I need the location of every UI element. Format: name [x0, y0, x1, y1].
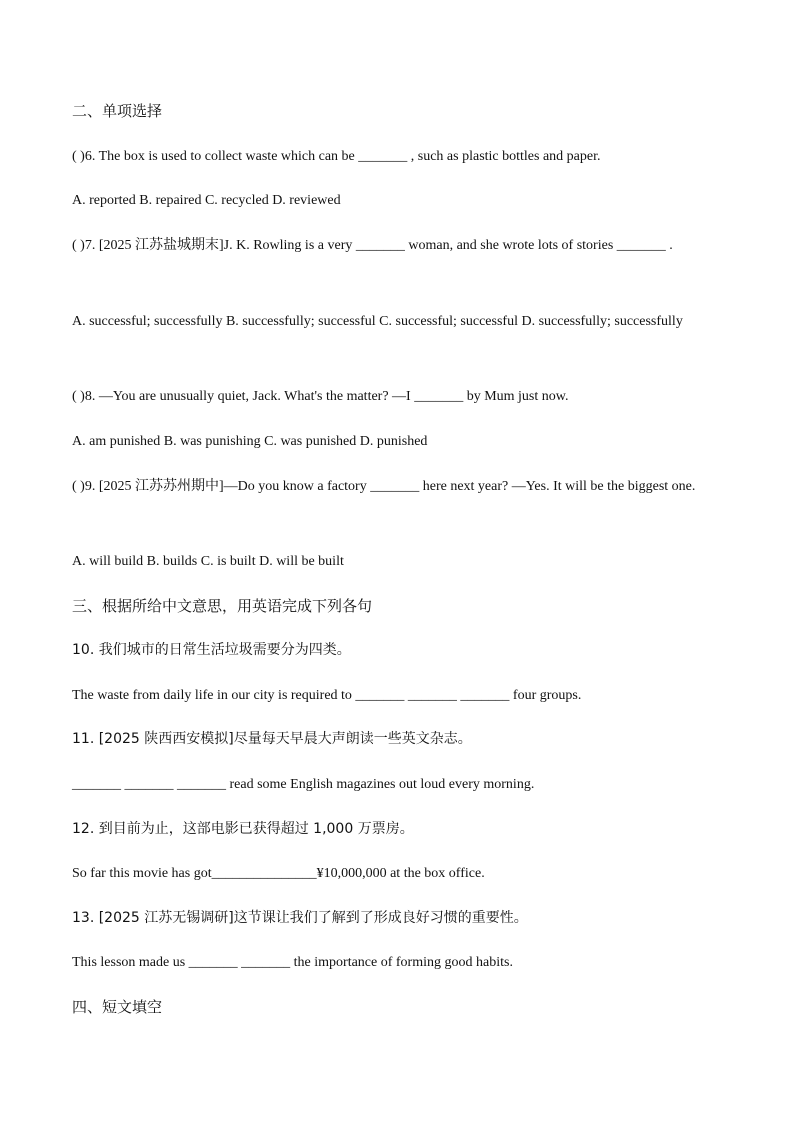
section-heading-translation: 三、根据所给中文意思，用英语完成下列各句: [72, 597, 373, 615]
question-13-english: This lesson made us _______ _______ the importance of forming good habits.: [72, 955, 513, 970]
section-heading-multiple-choice: 二、单项选择: [72, 102, 163, 120]
question-11-chinese: 11. [2025 陕西西安模拟]尽量每天早晨大声朗读一些英文杂志。: [72, 731, 472, 747]
question-12-english: So far this movie has got_______________¥10,000,000 at the box office.: [72, 866, 485, 881]
question-7-stem: ( )7. [2025 江苏盐城期末]J. K. Rowling is a very _______ woman, and she wrote lots of stories _______ .: [72, 238, 673, 253]
question-12-chinese: 12. 到目前为止，这部电影已获得超过 1,000 万票房。: [72, 821, 414, 837]
question-10-english: The waste from daily life in our city is required to _______ _______ _______ four groups.: [72, 688, 582, 703]
question-7-options: A. successful; successfully B. successfully; successful C. successful; successful D. successfully; successfully: [72, 314, 683, 329]
question-11-english: _______ _______ _______ read some English magazines out loud every morning.: [72, 777, 535, 792]
question-9-options: A. will build B. builds C. is built D. will be built: [72, 554, 344, 569]
question-10-chinese: 10. 我们城市的日常生活垃圾需要分为四类。: [72, 642, 351, 658]
question-8-stem: ( )8. —You are unusually quiet, Jack. What's the matter? —I _______ by Mum just now.: [72, 389, 569, 404]
question-6-options: A. reported B. repaired C. recycled D. reviewed: [72, 193, 341, 208]
section-heading-cloze: 四、短文填空: [72, 998, 163, 1016]
question-13-chinese: 13. [2025 江苏无锡调研]这节课让我们了解到了形成良好习惯的重要性。: [72, 910, 528, 926]
question-6-stem: ( )6. The box is used to collect waste which can be _______ , such as plastic bottles and paper.: [72, 149, 601, 164]
question-8-options: A. am punished B. was punishing C. was punished D. punished: [72, 434, 428, 449]
question-9-stem: ( )9. [2025 江苏苏州期中]—Do you know a factory _______ here next year? —Yes. It will be the biggest one.: [72, 479, 696, 494]
